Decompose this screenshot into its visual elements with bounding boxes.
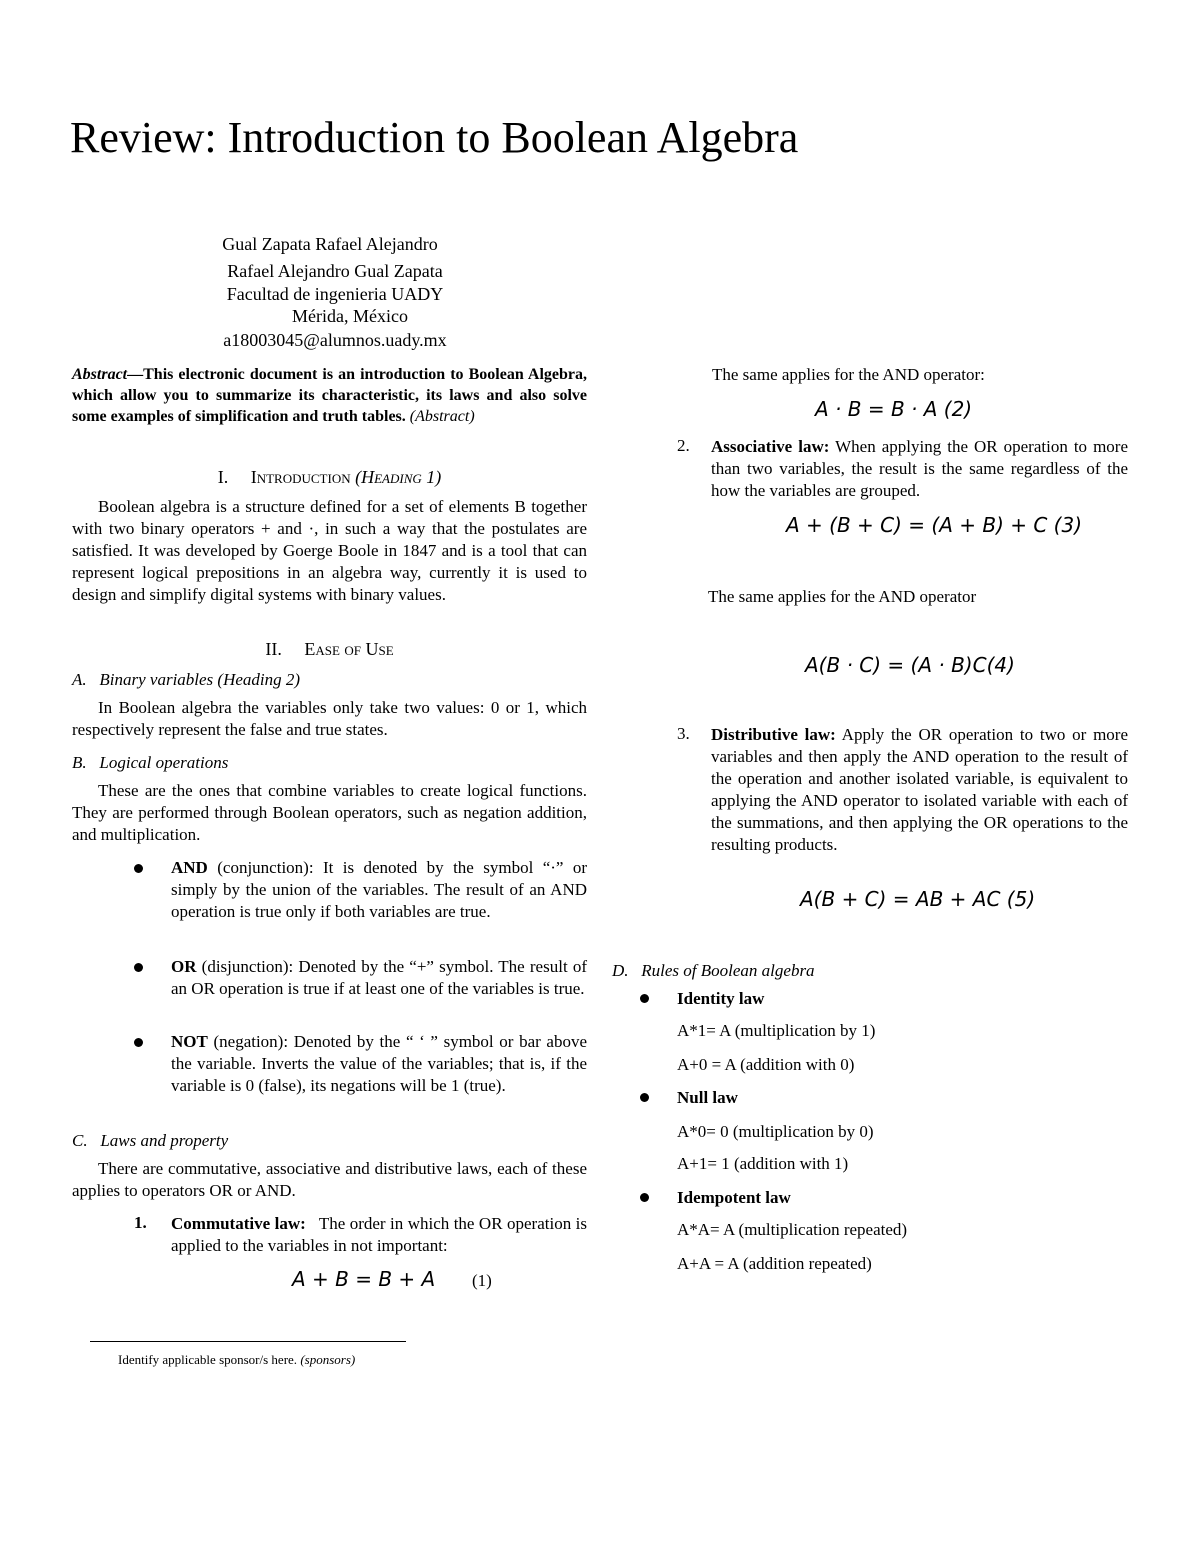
bullet-icon [640, 1193, 649, 1202]
paper-title: Review: Introduction to Boolean Algebra [70, 113, 799, 162]
operator-or [171, 956, 587, 1000]
subheading-laws [72, 1130, 587, 1152]
subheading-label: D. [612, 961, 629, 980]
law-name: Commutative law: [171, 1214, 306, 1233]
introduction-body: Boolean algebra is a structure defined for a set of elements B together with two binary operators + and ·, in such a way that the postulates are satisfied. It was developed by Goerge Boole in 1847 and is a tool that can represent logical prepositions in an algebra way, currently it is used to design and simplify digital systems with binary values. [72, 497, 587, 604]
footnote [118, 1352, 355, 1368]
operator-not [171, 1031, 587, 1097]
equation-3: A + (B + C) = (A + B) + C (3) [786, 513, 1082, 537]
subheading-label: B. [72, 753, 87, 772]
operator-name: NOT [171, 1032, 208, 1051]
operator-text: (conjunction): It is denoted by the symbol “·” or simply by the union of the variables. The result of an AND operation is true only if both variables are true. [171, 858, 588, 921]
rule-line: A*A= A (multiplication repeated) [677, 1220, 908, 1239]
rule-line: A+0 = A (addition with 0) [677, 1055, 855, 1074]
subheading-label: C. [72, 1131, 88, 1150]
bullet-icon [134, 1038, 143, 1047]
binary-variables-body: In Boolean algebra the variables only take two values: 0 or 1, which respectively represent the false and true states. [72, 698, 587, 739]
footnote-text: Identify applicable sponsor/s here. [118, 1352, 298, 1367]
associative-and-text: The same applies for the AND operator [708, 587, 977, 606]
law-name: Distributive law: [711, 725, 836, 744]
distributive-law [711, 724, 1128, 856]
operator-text: (negation): Denoted by the “ ‘ ” symbol or bar above the variable. Inverts the value of the variables; that is, if the variable is 0 (false), its negations will be 1 (true). [171, 1032, 588, 1095]
section-title: Introduction [250, 467, 351, 487]
equation-1: A + B = B + A [292, 1267, 436, 1291]
associative-law [711, 436, 1128, 502]
subheading-rules [612, 960, 1112, 982]
rule-line: A*1= A (multiplication by 1) [677, 1021, 876, 1040]
operator-name: AND [171, 858, 208, 877]
section-heading-ease-of-use [72, 638, 587, 660]
commutative-and-text: The same applies for the AND operator: [712, 365, 985, 384]
law-text: When applying the OR operation to more than two variables, the result is the same regardless of the how the variables are grouped. [711, 437, 1128, 500]
abstract-label: Abstract [72, 366, 128, 383]
abstract [72, 364, 587, 427]
subheading-binary-variables [72, 669, 587, 691]
law-number: 3. [677, 724, 690, 743]
equation-2: A · B = B · A (2) [815, 397, 973, 421]
equation-4: A(B · C) = (A · B)C(4) [805, 653, 1015, 677]
operator-text: (disjunction): Denoted by the “+” symbol. The result of an OR operation is true if at least one of the variables is true. [171, 957, 587, 998]
bullet-icon [640, 994, 649, 1003]
law-text: Apply the OR operation to two or more variables and then apply the AND operation to the result of the operation and another isolated variable, is equivalent to applying the AND operator to isolated variable with each of the summations, and then applying the OR operations to the resulting products. [711, 725, 1129, 854]
logical-operations-body: These are the ones that combine variables to create logical functions. They are performed through Boolean operators, such as negation addition, and multiplication. [72, 781, 587, 844]
author-location: Mérida, México [292, 306, 408, 326]
law-number: 1. [134, 1213, 147, 1232]
laws-body: There are commutative, associative and distributive laws, each of these applies to operators OR or AND. [72, 1159, 587, 1200]
bullet-icon [134, 864, 143, 873]
rule-name: Idempotent law [677, 1188, 791, 1207]
rule-line: A+A = A (addition repeated) [677, 1254, 872, 1273]
law-name: Associative law: [711, 437, 830, 456]
footnote-rule [90, 1341, 406, 1342]
author-name: Gual Zapata Rafael Alejandro [222, 234, 438, 254]
law-number: 2. [677, 436, 690, 455]
equation-number: (1) [472, 1271, 492, 1290]
section-heading-introduction [72, 466, 587, 488]
abstract-dash: — [127, 366, 144, 383]
operator-and [171, 857, 587, 923]
section-title: Ease of Use [304, 639, 394, 659]
rule-name: Identity law [677, 989, 765, 1008]
subheading-title: Laws and property [100, 1131, 229, 1150]
equation-5: A(B + C) = AB + AC (5) [800, 887, 1036, 911]
author-name-alt: Rafael Alejandro Gual Zapata [227, 261, 443, 281]
bullet-icon [640, 1093, 649, 1102]
section-number: I. [217, 467, 229, 487]
rule-line: A+1= 1 (addition with 1) [677, 1154, 849, 1173]
author-email: a18003045@alumnos.uady.mx [223, 330, 447, 350]
section-tag: (Heading 1) [355, 467, 442, 487]
subheading-title: Rules of Boolean algebra [641, 961, 815, 980]
footnote-tag: (sponsors) [300, 1352, 356, 1367]
rule-name: Null law [677, 1088, 738, 1107]
commutative-law [171, 1213, 587, 1257]
subheading-title: Binary variables (Heading 2) [99, 670, 301, 689]
section-number: II. [265, 639, 282, 659]
author-affiliation: Facultad de ingenieria UADY [226, 284, 444, 304]
rule-line: A*0= 0 (multiplication by 0) [677, 1122, 874, 1141]
subheading-logical-operations [72, 752, 587, 774]
operator-name: OR [171, 957, 197, 976]
subheading-label: A. [72, 670, 87, 689]
subheading-title: Logical operations [99, 753, 229, 772]
bullet-icon [134, 963, 143, 972]
law-text: The order in which the OR operation is applied to the variables in not important: [171, 1214, 587, 1255]
abstract-tag: (Abstract) [409, 408, 475, 425]
abstract-text: This electronic document is an introduction to Boolean Algebra, which allow you to summarize its characteristic, its laws and also solve some examples of simplification and truth tables. [72, 366, 587, 425]
